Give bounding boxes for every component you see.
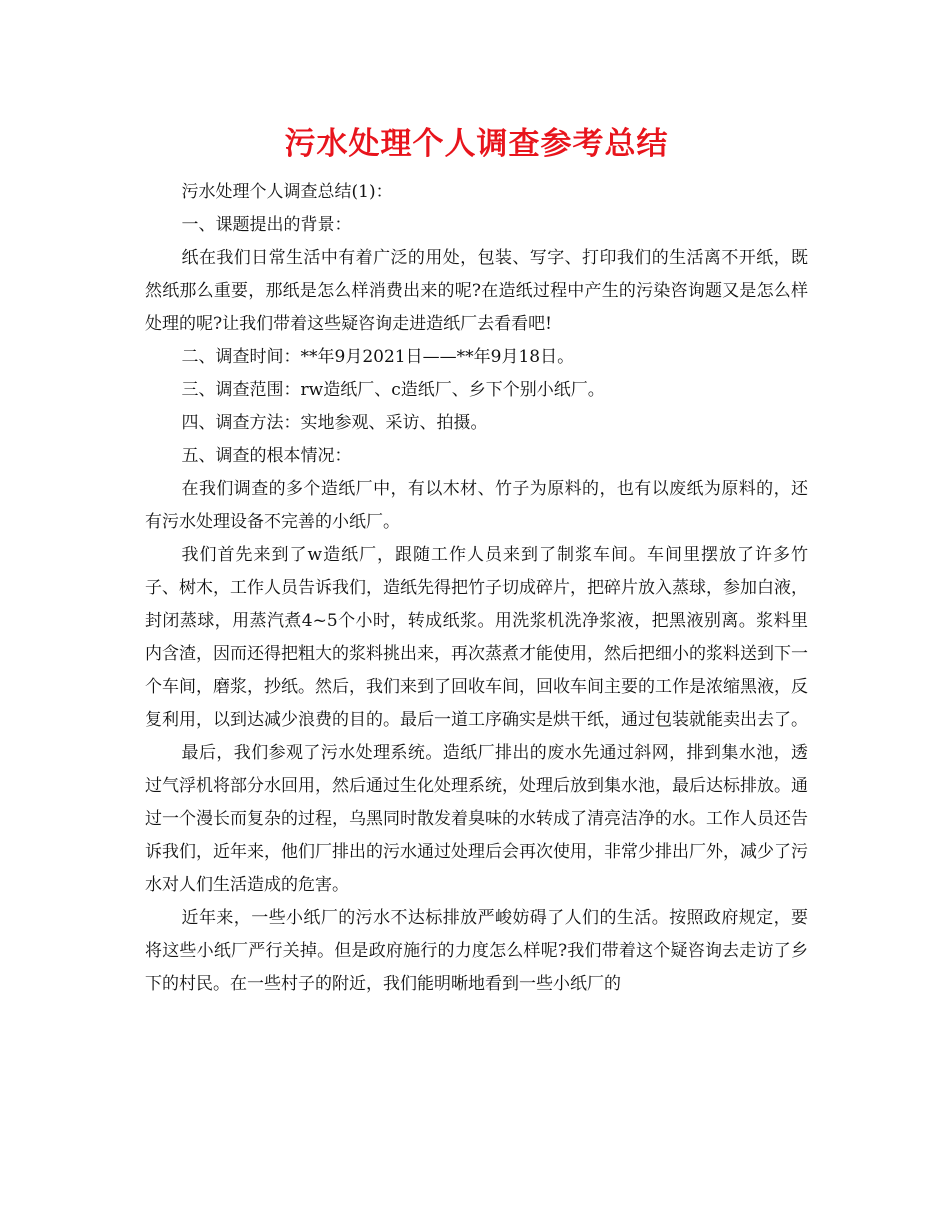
paragraph-survey-time: 二、调查时间：**年9月2021日——**年9月18日。 (181, 347, 575, 367)
paragraph-background-heading: 一、课题提出的背景： (181, 215, 352, 235)
paragraph-w-factory-visit: 我们首先来到了w造纸厂，跟随工作人员来到了制浆车间。车间里摆放了许多竹子、树木，工作人员告诉我们，造纸先得把竹子切成碎片，把碎片放入蒸球，参加白液，封闭蒸球，用蒸汽煮4~5个小时，转成纸浆。用洗浆机洗净浆液，把黑液别离。浆料里内含渣，因而还得把粗大的浆料挑出来，再次蒸煮才能使用，然后把细小的浆料送到下一个车间，磨浆，抄纸。然后，我们来到了回收车间，回收车间主要的工作是浓缩黑液，反复利用，以到达减少浪费的目的。最后一道工序确实是烘干纸，通过包装就能卖出去了。 (145, 545, 808, 730)
paragraph-survey-method: 四、调查方法：实地参观、采访、拍摄。 (181, 413, 488, 433)
paragraph-small-factories: 近年来，一些小纸厂的污水不达标排放严峻妨碍了人们的生活。按照政府规定，要将这些小纸厂严行关掉。但是政府施行的力度怎么样呢?我们带着这个疑咨询去走访了乡下的村民。在一些村子的附近，我们能明晰地看到一些小纸厂的 (145, 908, 808, 994)
paragraph-background: 纸在我们日常生活中有着广泛的用处，包装、写字、打印我们的生活离不开纸，既然纸那么重要，那纸是怎么样消费出来的呢?在造纸过程中产生的污染咨询题又是怎么样处理的呢?让我们带着这些疑咨询走进造纸厂去看看吧! (145, 248, 808, 334)
paragraph-basic-situation-heading: 五、调查的根本情况： (181, 446, 352, 466)
paragraph-factories-overview: 在我们调查的多个造纸厂中，有以木材、竹子为原料的，也有以废纸为原料的，还有污水处理设备不完善的小纸厂。 (145, 479, 808, 532)
paragraph-summary-heading: 污水处理个人调查总结(1)： (181, 182, 393, 202)
document-title: 污水处理个人调查参考总结 (284, 126, 669, 162)
paragraph-wastewater-system: 最后，我们参观了污水处理系统。造纸厂排出的废水先通过斜网，排到集水池，透过气浮机将部分水回用，然后通过生化处理系统，处理后放到集水池，最后达标排放。通过一个漫长而复杂的过程，乌黑同时散发着臭味的水转成了清亮洁净的水。工作人员还告诉我们，近年来，他们厂排出的污水通过处理后会再次使用，非常少排出厂外，减少了污水对人们生活造成的危害。 (145, 743, 808, 895)
document-body (145, 176, 808, 1001)
paragraph-survey-scope: 三、调查范围：rw造纸厂、c造纸厂、乡下个别小纸厂。 (181, 380, 605, 400)
